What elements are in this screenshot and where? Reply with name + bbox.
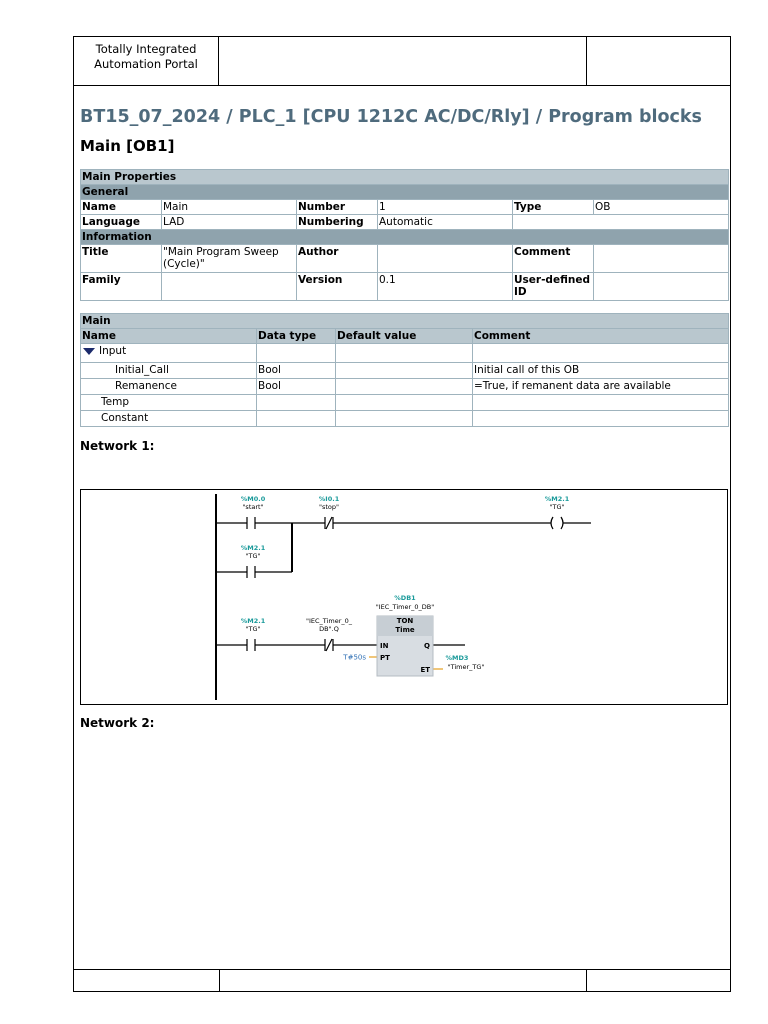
block-title: Main [OB1] xyxy=(80,137,175,155)
r2-contact-addr: %M2.1 xyxy=(240,617,266,625)
prop-empty xyxy=(513,215,729,230)
properties-table xyxy=(80,169,729,301)
row-comment: Initial call of this OB xyxy=(473,363,729,379)
prop-value: 0.1 xyxy=(378,273,513,301)
row-type xyxy=(257,411,336,427)
prop-value: "Main Program Sweep (Cycle)" xyxy=(162,245,297,273)
timer-in-pin: IN xyxy=(380,642,389,650)
row-type: Bool xyxy=(257,363,336,379)
table-row xyxy=(81,411,729,427)
prop-value xyxy=(594,273,729,301)
row-name: Temp xyxy=(81,395,257,411)
prop-label: Number xyxy=(297,200,378,215)
coil-addr: %M2.1 xyxy=(544,495,570,503)
row-comment xyxy=(473,344,729,363)
timer-db-addr: %DB1 xyxy=(394,594,416,602)
interface-table xyxy=(80,313,729,427)
table-row xyxy=(81,344,729,363)
ladder-diagram xyxy=(80,489,728,705)
r2-nc-name-2: DB".Q xyxy=(319,625,339,633)
product-name xyxy=(74,37,219,85)
row-type xyxy=(257,395,336,411)
prop-label: Type xyxy=(513,200,594,215)
et-addr: %MD3 xyxy=(445,654,469,662)
prop-value: 1 xyxy=(378,200,513,215)
ladder-svg xyxy=(81,490,727,704)
prop-value xyxy=(162,273,297,301)
page-header xyxy=(74,37,730,86)
coil-name: "TG" xyxy=(549,503,565,511)
prop-value: Main xyxy=(162,200,297,215)
column-header: Default value xyxy=(336,329,473,344)
prop-label: Family xyxy=(81,273,162,301)
timer-sub: Time xyxy=(395,626,415,634)
row-default xyxy=(336,379,473,395)
row-default xyxy=(336,395,473,411)
prop-value: OB xyxy=(594,200,729,215)
row-name: Input xyxy=(99,345,127,357)
page-frame xyxy=(73,36,731,992)
row-comment: =True, if remanent data are available xyxy=(473,379,729,395)
timer-q-pin: Q xyxy=(424,642,430,650)
contact-stop-addr: %I0.1 xyxy=(318,495,340,503)
contact-stop-name: "stop" xyxy=(318,503,340,511)
column-header: Comment xyxy=(473,329,729,344)
prop-label: Comment xyxy=(513,245,594,273)
page-title: BT15_07_2024 / PLC_1 [CPU 1212C AC/DC/Rly] / Program blocks xyxy=(80,107,702,127)
table-row xyxy=(81,379,729,395)
row-name: Constant xyxy=(81,411,257,427)
row-default xyxy=(336,344,473,363)
footer-divider xyxy=(219,970,220,992)
prop-label: User-defined ID xyxy=(513,273,594,301)
row-comment xyxy=(473,395,729,411)
table-row xyxy=(81,395,729,411)
prop-value xyxy=(594,245,729,273)
page-footer xyxy=(74,969,730,992)
prop-value: Automatic xyxy=(378,215,513,230)
general-section: General xyxy=(81,185,729,200)
prop-value: LAD xyxy=(162,215,297,230)
interface-section: Main xyxy=(81,314,729,329)
r2-contact-name: "TG" xyxy=(245,625,261,633)
table-row xyxy=(81,363,729,379)
row-type xyxy=(257,344,336,363)
column-header: Name xyxy=(81,329,257,344)
header-divider xyxy=(586,37,588,85)
r2-nc-name-1: "IEC_Timer_0_ xyxy=(305,617,353,625)
row-default xyxy=(336,363,473,379)
hold-name: "TG" xyxy=(245,552,261,560)
timer-et-pin: ET xyxy=(420,666,430,674)
hold-addr: %M2.1 xyxy=(240,544,266,552)
timer-db-name: "IEC_Timer_0_DB" xyxy=(375,603,435,611)
contact-start-addr: %M0.0 xyxy=(240,495,266,503)
product-line-2: Automation Portal xyxy=(94,57,198,71)
network-1-label: Network 1: xyxy=(80,439,155,453)
prop-label: Version xyxy=(297,273,378,301)
row-name: Initial_Call xyxy=(81,363,257,379)
timer-type: TON xyxy=(396,617,414,625)
row-name: Remanence xyxy=(81,379,257,395)
triangle-down-icon[interactable] xyxy=(83,348,95,355)
product-line-1: Totally Integrated xyxy=(95,42,197,56)
information-section: Information xyxy=(81,230,729,245)
prop-value xyxy=(378,245,513,273)
prop-label: Numbering xyxy=(297,215,378,230)
footer-divider xyxy=(586,970,587,992)
network-2-label: Network 2: xyxy=(80,716,155,730)
prop-label: Language xyxy=(81,215,162,230)
et-name: "Timer_TG" xyxy=(447,663,485,671)
row-type: Bool xyxy=(257,379,336,395)
prop-label: Title xyxy=(81,245,162,273)
timer-pt-pin: PT xyxy=(380,654,390,662)
pt-value: T#50s xyxy=(343,653,366,662)
properties-section: Main Properties xyxy=(81,170,729,185)
row-comment xyxy=(473,411,729,427)
prop-label: Name xyxy=(81,200,162,215)
contact-start-name: "start" xyxy=(242,503,264,511)
row-default xyxy=(336,411,473,427)
coil-tg[interactable] xyxy=(551,517,553,529)
prop-label: Author xyxy=(297,245,378,273)
column-header: Data type xyxy=(257,329,336,344)
